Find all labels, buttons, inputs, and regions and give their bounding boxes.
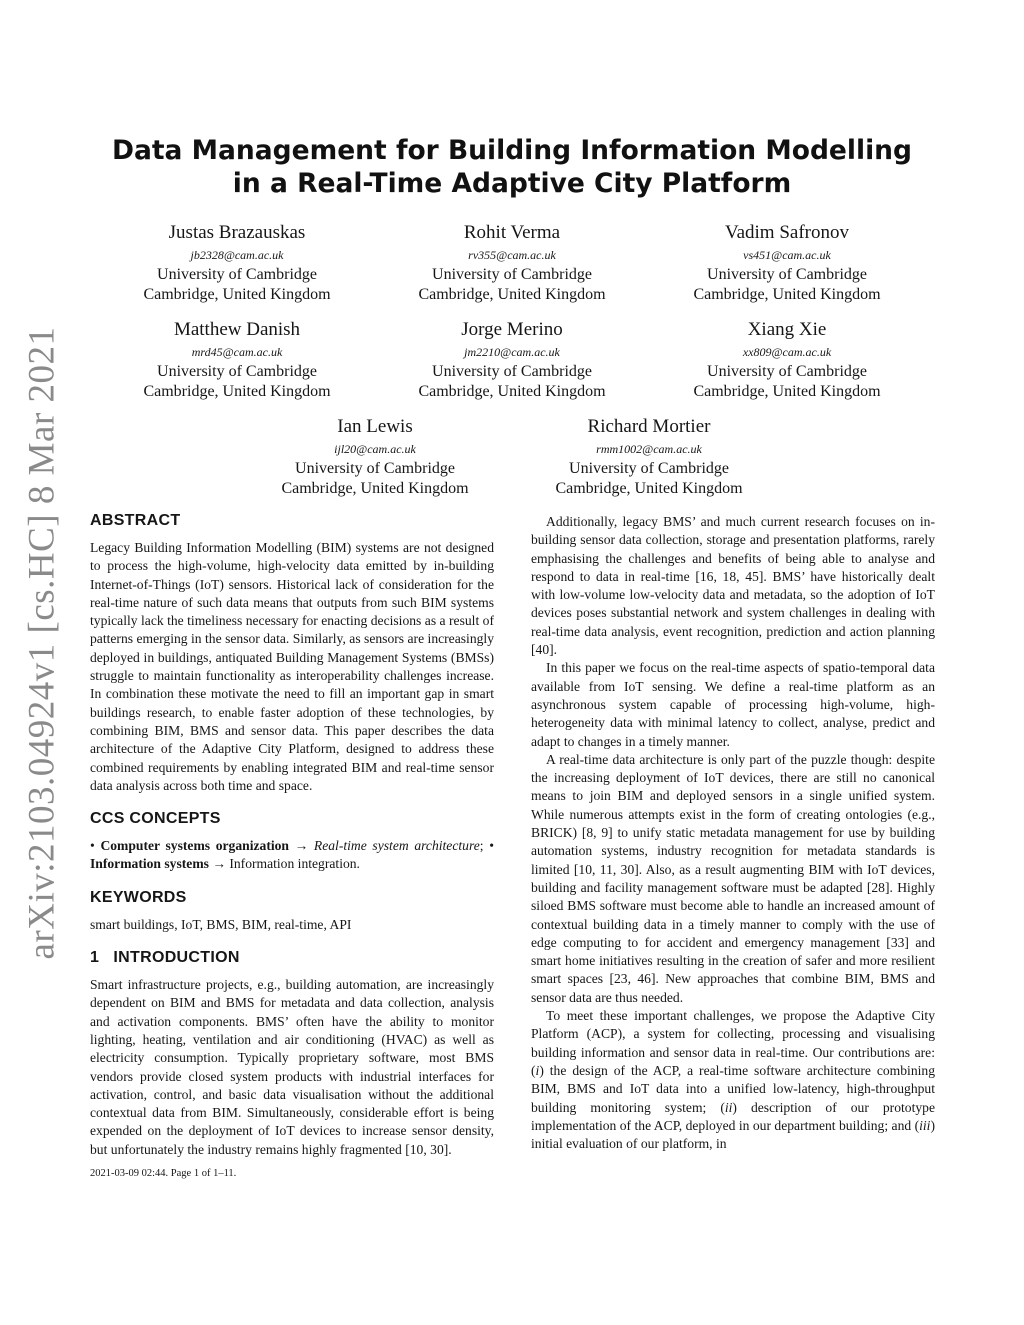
ccs-item-2-detail: Information integration. [229, 856, 360, 872]
ccs-bullet: • [489, 838, 494, 854]
text-run: ) description of our prototype implementation of the ACP, deployed in our department building; and ( [531, 1099, 935, 1133]
title-line-2: in a Real-Time Adaptive City Platform [232, 168, 792, 199]
arxiv-stamp: arXiv:2103.04924v1 [cs.HC] 8 Mar 2021 [21, 326, 63, 960]
title-line-1: Data Management for Building Information Modelling [112, 135, 912, 166]
author-location: Cambridge, United Kingdom [418, 383, 606, 400]
abstract-text: Legacy Building Information Modelling (BIM) systems are not designed to process the high-volume, high-velocity data emitted by in-building Internet-of-Things (IoT) sensors. Historical lack of consideration for the real-time nature of such data means that outputs from such BIM systems typically lack the timeliness necessary for enacting decisions as a result of patterns emerging in the sensor data. Similarly, as sensors are increasingly deployed in buildings, antiquated Building Management Systems (BMSs) struggle to maintain functionality as interoperability challenges increase. In combination these motivate the need to fill an important gap in smart buildings research, to enable faster adoption of these technologies, by combining BIM, BMS and sensor data. This paper describes the data architecture of the Adaptive City Platform, designed to address these combined requirements by enabling integrated BIM and real-time sensor data analysis across both time and space. [90, 540, 494, 793]
text-run: ) initial evaluation of our platform, in [531, 1117, 935, 1152]
author-block [387, 222, 637, 305]
author-affiliation: University of Cambridge [432, 363, 592, 380]
author-location: Cambridge, United Kingdom [693, 383, 881, 400]
author-name: Matthew Danish [173, 319, 301, 340]
author-block [662, 319, 912, 402]
author-name: Ian Lewis [337, 416, 413, 437]
author-affiliation: University of Cambridge [157, 363, 317, 380]
author-block [112, 319, 362, 402]
intro-paragraph-5 [531, 1007, 935, 1153]
text-run: ii [724, 1099, 733, 1115]
intro-paragraph-1: Smart infrastructure projects, e.g., building automation, are increasingly dependent on BIM and BMS for metadata and data collection, analysis and activation components. BMS’ often have the ability to monitor lighting, heating, ventilation and air conditioning (HVAC) as well as electricity consumption. Typically proprietary software, most BMS vendors provide closed system products with industrial interfaces for activation, control, and basic data visualisation without the additional contextual data from BIM. Simultaneously, considerable effort is being expended on the deployment of IoT devices to increase sensor density, but unfortunately the industry remains highly fragmented [10, 30]. [90, 977, 494, 1157]
author-email: vs451@cam.ac.uk [743, 248, 831, 262]
author-name: Rohit Verma [463, 222, 561, 243]
author-email: rv355@cam.ac.uk [468, 248, 556, 262]
author-email: jm2210@cam.ac.uk [464, 345, 560, 359]
author-name: Vadim Safronov [724, 222, 849, 243]
author-affiliation: University of Cambridge [569, 460, 729, 477]
author-block [387, 319, 637, 402]
author-block [524, 416, 774, 499]
author-name: Richard Mortier [587, 416, 711, 437]
ccs-concepts [90, 837, 494, 874]
intro-paragraph-4: A real-time data architecture is only part of the puzzle though: despite the increasing deployment of IoT devices, there are still no canonical means to join BIM and deployed sensors in a single unified system. While numerous attempts exist in the form of creating ontologies (e.g., BRICK) [8, 9] to unify static metadata management for use by building automation systems, industry recognition for metadata standards is limited [10, 11, 30]. Also, as a result augmenting BIM with IoT devices, building and facility management software must be adapted [28]. Highly siloed BMS software must become able to handle an increased amount of contextual building data in a timely manner to comply with the use of edge computing to for accident and emergency management [33] and smart home initiatives resulting in the creation of safer and more resilient smart spaces [23, 46]. New approaches that combine BIM, BMS and sensor data are thus needed. [531, 751, 935, 1005]
right-column [531, 513, 935, 1153]
intro-paragraph-2: Additionally, legacy BMS’ and much current research focuses on in-building sensor data collection, storage and presentation platforms, rarely emphasising the challenges and benefits of being able to analyse and respond to data in real-time [16, 18, 45]. BMS’ have historically dealt with low-volume low-velocity data and metadata, so the adoption of IoT devices poses substantial network and system challenges in dealing with real-time data analysis, event recognition, prediction and action planning [40]. [531, 514, 935, 658]
author-location: Cambridge, United Kingdom [555, 480, 743, 497]
author-affiliation: University of Cambridge [295, 460, 455, 477]
author-affiliation: University of Cambridge [707, 266, 867, 283]
keywords-heading: KEYWORDS [90, 888, 187, 906]
author-location: Cambridge, United Kingdom [281, 480, 469, 497]
text-run: ) the design of the ACP, a real-time software architecture combining BIM, BMS and IoT data into a unified low-latency, high-throughput building monitoring system; ( [531, 1062, 935, 1115]
text-run: i [535, 1062, 540, 1078]
left-column [90, 511, 494, 1183]
paper-title [80, 134, 944, 200]
author-affiliation: University of Cambridge [432, 266, 592, 283]
ccs-arrow: → [208, 856, 230, 872]
author-email: mrd45@cam.ac.uk [191, 345, 283, 359]
intro-paragraph-3: In this paper we focus on the real-time aspects of spatio-temporal data available from IoT sensing. We define a real-time platform as an asynchronous system capable of processing high-volume, high-heterogeneity data with minimal latency to collect, analyse, predict and adapt to changes in a timely manner. [531, 660, 935, 749]
author-name: Xiang Xie [747, 319, 827, 340]
author-email: jb2328@cam.ac.uk [190, 248, 284, 262]
ccs-heading: CCS CONCEPTS [90, 810, 221, 828]
author-location: Cambridge, United Kingdom [143, 383, 331, 400]
ccs-item-1-detail: Real-time system architecture [313, 838, 480, 854]
ccs-separator: ; [479, 838, 490, 854]
author-location: Cambridge, United Kingdom [693, 286, 881, 303]
text-run: To meet these important challenges, we propose the Adaptive City Platform (ACP), a system for collecting, processing and visualising building information and sensor data in real-time. Our contributions are: ( [531, 1008, 935, 1078]
page-footer: 2021-03-09 02:44. Page 1 of 1–11. [90, 1168, 237, 1180]
introduction-heading: 1 INTRODUCTION [90, 949, 240, 967]
author-affiliation: University of Cambridge [157, 266, 317, 283]
author-block [250, 416, 500, 499]
author-email: ijl20@cam.ac.uk [334, 442, 416, 456]
author-email: rmm1002@cam.ac.uk [596, 442, 702, 456]
ccs-item-2: Information systems [90, 856, 209, 872]
author-affiliation: University of Cambridge [707, 363, 867, 380]
text-run: iii [919, 1117, 931, 1133]
ccs-arrow: → [288, 838, 314, 854]
keywords-text: smart buildings, IoT, BMS, BIM, real-time, API [90, 916, 352, 932]
author-block [662, 222, 912, 305]
author-name: Justas Brazauskas [168, 222, 306, 243]
author-location: Cambridge, United Kingdom [418, 286, 606, 303]
abstract-heading: ABSTRACT [90, 512, 181, 529]
author-email: xx809@cam.ac.uk [742, 345, 832, 359]
ccs-item-1: Computer systems organization [100, 838, 289, 854]
author-location: Cambridge, United Kingdom [143, 286, 331, 303]
ccs-bullet: • [90, 838, 95, 854]
author-name: Jorge Merino [461, 319, 563, 340]
author-block [112, 222, 362, 305]
